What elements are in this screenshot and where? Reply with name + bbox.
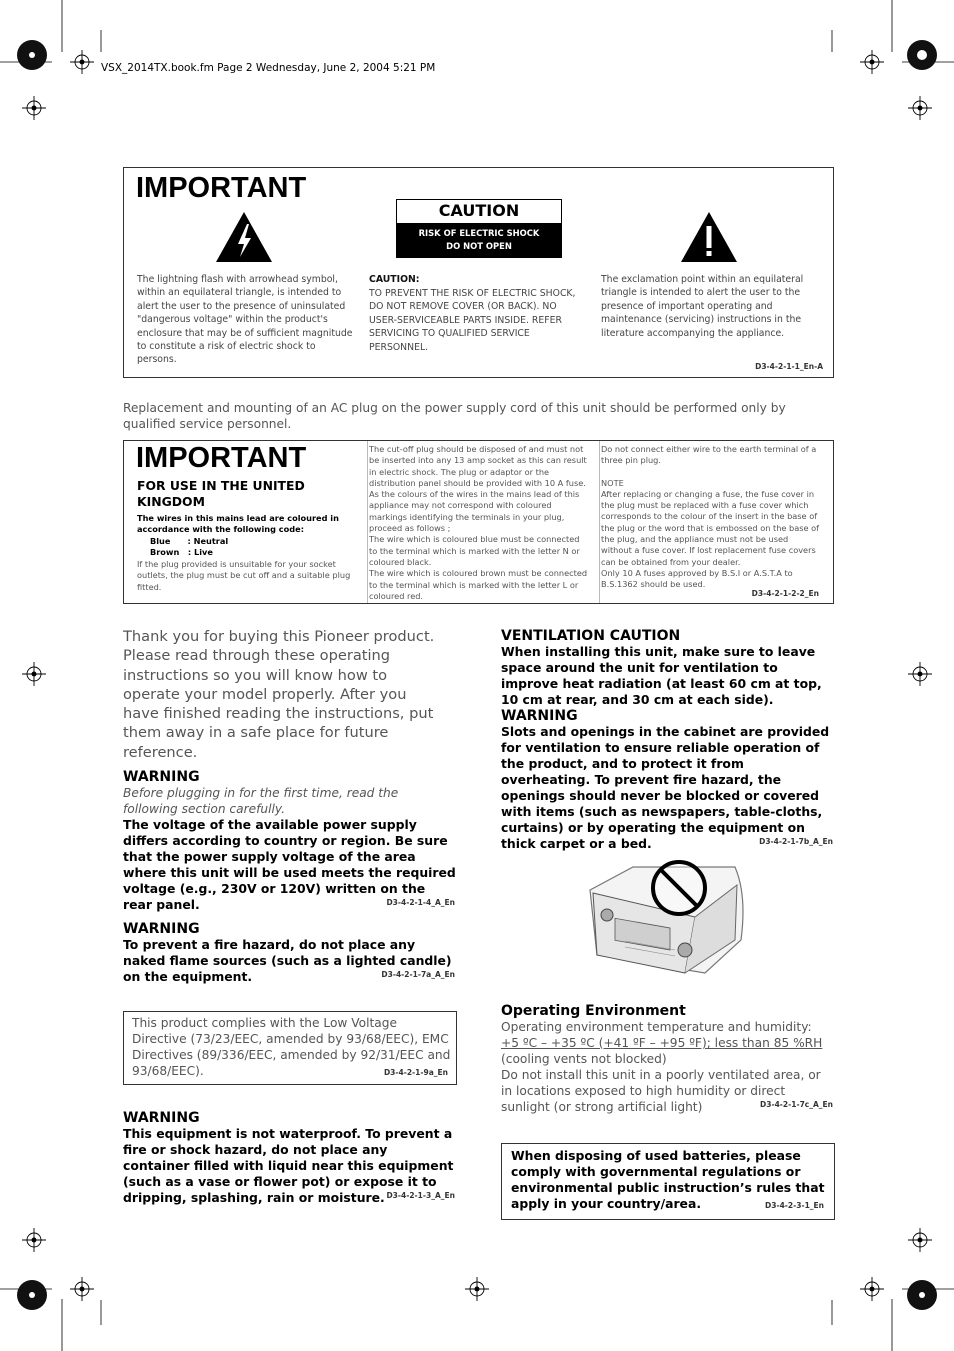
operating-environment: Operating Environment Operating environment temperature and humidity: +5 ºC – +35 ºC (+41 ºF – +95 ºF); less than 85 %RH (cooling vents not blocked) Do not install this unit in a poorly ventilated area, or in locations exposed to high humidity or direct sunlight (or strong artificial light) D3-4-2-1-7c_A_En (501, 1003, 833, 1114)
directive-box: This product complies with the Low Voltage Directive (73/23/EEC, amended by 93/68/EEC), EMC Directives (89/336/EEC, amended by 92/31/EEC and 93/68/EEC). D3-4-2-1-9a_En (123, 1011, 457, 1085)
wires-intro: The wires in this mains lead are coloured in accordance with the following code: (137, 513, 339, 535)
important-uk-title: IMPORTANT (136, 442, 307, 474)
file-info-header: VSX_2014TX.book.fm Page 2 Wednesday, June 2, 2004 5:21 PM (101, 62, 436, 74)
uk-doc-code: D3-4-2-1-2-2_En (751, 589, 819, 598)
wire-blue: Blue : Neutral (150, 536, 229, 546)
exclamation-triangle-icon (679, 210, 739, 264)
wire-brown: Brown : Live (150, 547, 213, 557)
caution-label: CAUTION (438, 201, 520, 220)
doc-code: D3-4-2-1-1_En-A (755, 362, 823, 371)
important-uk-box (123, 440, 834, 604)
lightning-triangle-icon (214, 210, 274, 264)
important-title: IMPORTANT (136, 172, 307, 204)
uk-cutoff-text: The cut-off plug should be disposed of and must not be inserted into any 13 amp socket as this can result in electric shock. The plug or adaptor or the distribution panel should be provided with 10 A fuse. As the colours of the wires in the mains lead of this appliance may not correspond with coloured markings identifying the terminals in your plug, proceed as follows ; The wire which is coloured blue must be connected to the terminal which is marked with the letter N or coloured black. The wire which is coloured brown must be connected to the terminal which is marked with the letter L or coloured red. (369, 444, 588, 601)
replacement-note: Replacement and mounting of an AC plug on the power supply cord of this unit should be performed only by qualified service personnel. (123, 401, 786, 431)
battery-disposal-box: When disposing of used batteries, please comply with governmental regulations or environmental public instruction’s rules that apply in your country/area. D3-4-2-3-1_En (501, 1143, 835, 1220)
caution-text: TO PREVENT THE RISK OF ELECTRIC SHOCK, DO NOT REMOVE COVER (OR BACK). NO USER-SERVICEABLE PARTS INSIDE. REFER SERVICING TO QUALIFIED SERVICE PERSONNEL. (369, 288, 576, 353)
caution-do-not-open: DO NOT OPEN (446, 241, 512, 251)
important-caution-box (123, 167, 834, 378)
warning-voltage: WARNING Before plugging in for the first time, read the following section carefully. The voltage of the available power supply differs according to country or region. Be sure that the power supply voltage of the area where this unit will be used meets the required voltage (e.g., 230V or 120V) written on the rear panel. D3-4-2-1-4_A_En (123, 769, 456, 912)
ventilation-caution: VENTILATION CAUTION When installing this unit, make sure to leave space around the unit for ventilation to improve heat radiation (at least 60 cm at top, 10 cm at rear, and 30 cm at each side). WARNING Slots and openings in the cabinet are provided for ventilation to ensure reliable operation of the product, and to protect it from overheating. To prevent fire hazard, the openings should never be blocked or covered with items (such as newspapers, table-cloths, curtains) or by operating the equipment on thick carpet or a bed. D3-4-2-1-7b_A_En (501, 628, 833, 851)
caution-label-box (396, 199, 562, 258)
warning-water: WARNING This equipment is not waterproof. To prevent a fire or shock hazard, do not place any container filled with liquid near this equipment (such as a vase or flower pot) or expose it to dripping, splashing, rain or moisture. D3-4-2-1-3_A_En (123, 1110, 455, 1205)
lightning-explanation: The lightning flash with arrowhead symbol, within an equilateral triangle, is intended to alert the user to the presence of uninsulated "dangerous voltage" within the product's enclosure that may be of sufficient magnitude to constitute a risk of electric shock to persons. (137, 274, 353, 366)
caution-risk-text: RISK OF ELECTRIC SHOCK (418, 228, 540, 238)
exclamation-explanation: The exclamation point within an equilateral triangle is intended to alert the user to the presence of important operating and maintenance (servicing) instructions in the literature accompanying the appliance. (601, 274, 804, 339)
uk-subtitle: FOR USE IN THE UNITED KINGDOM (137, 478, 305, 509)
uk-plug-text: If the plug provided is unsuitable for your socket outlets, the plug must be cut off and a suitable plug fitted. (137, 559, 351, 592)
covered-receiver-illustration (585, 855, 750, 980)
intro-text: Thank you for buying this Pioneer product. Please read through these operating instructions so you will know how to operate your model properly. After you have finished reading the instructions, put them away in a safe place for future reference. (123, 628, 435, 761)
uk-earth-text: Do not connect either wire to the earth terminal of a three pin plug. NOTE After replacing or changing a fuse, the fuse cover in the plug must be replaced with a fuse cover which corresponds to the colour of the insert in the base of the plug or the word that is embossed on the base of the plug, and the appliance must not be used without a fuse cover. If lost replacement fuse covers can be obtained from your dealer. Only 10 A fuses approved by B.S.I or A.S.T.A to B.S.1362 should be used. (601, 444, 820, 590)
warning-fire: WARNING To prevent a fire hazard, do not place any naked flame sources (such as a lighted candle) on the equipment. D3-4-2-1-7a_A_En (123, 921, 455, 984)
caution-heading: CAUTION: (369, 274, 420, 285)
